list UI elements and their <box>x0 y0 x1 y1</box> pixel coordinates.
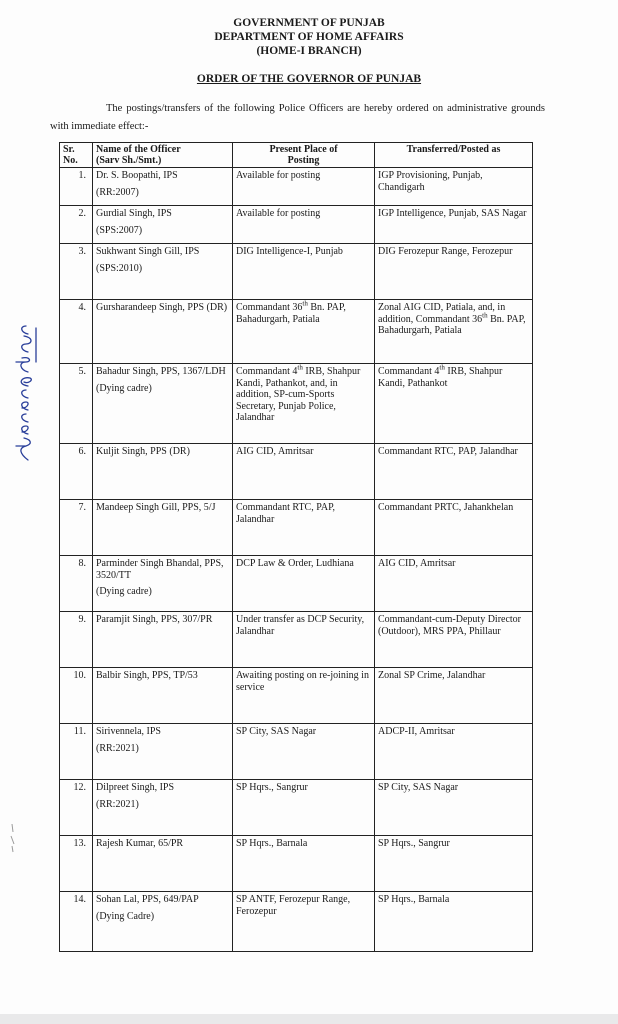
table-row <box>60 300 533 364</box>
cell-transferred <box>375 300 533 364</box>
officer-name: Sirivennela, IPS <box>96 726 161 737</box>
col-officer-name <box>93 143 233 168</box>
cell-sr: 9. <box>60 612 93 668</box>
cell-present: DCP Law & Order, Ludhiana <box>233 556 375 612</box>
cell-sr: 11. <box>60 724 93 780</box>
cell-sr: 7. <box>60 500 93 556</box>
cell-present: SP Hqrs., Barnala <box>233 836 375 892</box>
header-branch: (HOME-I BRANCH) <box>256 45 362 57</box>
col-name-line2: (Sarv Sh./Smt.) <box>96 155 162 166</box>
cell-present: SP Hqrs., Sangrur <box>233 780 375 836</box>
cell-name <box>93 724 233 780</box>
cell-transferred: SP City, SAS Nagar <box>375 780 533 836</box>
cell-name <box>93 556 233 612</box>
cell-name <box>93 206 233 244</box>
cell-transferred: IGP Intelligence, Punjab, SAS Nagar <box>375 206 533 244</box>
officer-cadre: (Dying Cadre) <box>96 910 155 922</box>
officer-name: Rajesh Kumar, 65/PR <box>96 838 184 849</box>
cell-name <box>93 612 233 668</box>
cell-transferred: AIG CID, Amritsar <box>375 556 533 612</box>
cell-sr: 10. <box>60 668 93 724</box>
officer-name: Dr. S. Boopathi, IPS <box>96 170 178 181</box>
col-present-line1: Present Place of <box>269 144 338 155</box>
cell-present: SP ANTF, Ferozepur Range, Ferozepur <box>233 892 375 952</box>
cell-present: Awaiting posting on re-joining in service <box>233 668 375 724</box>
officer-cadre: (SPS:2010) <box>96 262 143 274</box>
officer-cadre: (Dying cadre) <box>96 382 152 394</box>
officer-cadre: (Dying cadre) <box>96 586 152 597</box>
officer-cadre: (RR:2021) <box>96 742 139 754</box>
cell-sr: 13. <box>60 836 93 892</box>
cell-name <box>93 668 233 724</box>
table-row <box>60 556 533 612</box>
cell-name <box>93 444 233 500</box>
transferred-text-b: Bn. PAP, Bahadurgarh, Patiala <box>378 313 526 336</box>
table-row <box>60 780 533 836</box>
cell-name <box>93 836 233 892</box>
table-row <box>60 444 533 500</box>
cell-present: AIG CID, Amritsar <box>233 444 375 500</box>
officer-cadre: (RR:2021) <box>96 798 139 810</box>
present-text-b: IRB, Shahpur Kandi, Pathankot, and, in addition, SP-cum-Sports Secretary, Punjab Police, Jalandhar <box>236 366 361 423</box>
cell-sr: 6. <box>60 444 93 500</box>
cell-name <box>93 244 233 300</box>
officer-name: Kuljit Singh, PPS (DR) <box>96 446 190 457</box>
cell-name <box>93 300 233 364</box>
cell-present <box>233 300 375 364</box>
col-present-line2: Posting <box>287 155 320 166</box>
cell-sr: 4. <box>60 300 93 364</box>
table-row <box>60 168 533 206</box>
officer-name: Gurdial Singh, IPS <box>96 208 172 219</box>
cell-name <box>93 168 233 206</box>
table-row <box>60 364 533 444</box>
postings-table <box>59 142 533 952</box>
cell-sr: 2. <box>60 206 93 244</box>
officer-name: Mandeep Singh Gill, PPS, 5/J <box>96 502 216 513</box>
margin-mark <box>8 822 22 854</box>
table-row <box>60 836 533 892</box>
table-row <box>60 500 533 556</box>
col-sr-line2: No. <box>63 155 78 166</box>
transferred-superscript: th <box>482 311 488 320</box>
bottom-edge <box>0 1014 618 1024</box>
transferred-text-b: IRB, Shahpur Kandi, Pathankot <box>378 366 503 389</box>
cell-name <box>93 500 233 556</box>
col-sr-no <box>60 143 93 168</box>
present-superscript: th <box>302 299 308 308</box>
order-title: ORDER OF THE GOVERNOR OF PUNJAB <box>196 73 422 85</box>
cell-transferred: Commandant PRTC, Jahankhelan <box>375 500 533 556</box>
table-row <box>60 612 533 668</box>
cell-present: DIG Intelligence-I, Punjab <box>233 244 375 300</box>
officer-name: Bahadur Singh, PPS, 1367/LDH <box>96 366 226 377</box>
cell-transferred: SP Hqrs., Sangrur <box>375 836 533 892</box>
cell-sr: 12. <box>60 780 93 836</box>
table-row <box>60 206 533 244</box>
cell-transferred: Commandant-cum-Deputy Director (Outdoor), MRS PPA, Phillaur <box>375 612 533 668</box>
table-header-row <box>60 143 533 168</box>
transferred-text-a: Zonal AIG CID, Patiala, and, in addition, Commandant 36 <box>378 302 506 325</box>
cell-name <box>93 892 233 952</box>
officer-name: Parminder Singh Bhandal, PPS, 3520/TT <box>96 558 224 581</box>
cell-transferred: IGP Provisioning, Punjab, Chandigarh <box>375 168 533 206</box>
cell-present <box>233 364 375 444</box>
table-row <box>60 244 533 300</box>
cell-sr: 3. <box>60 244 93 300</box>
cell-present: Available for posting <box>233 206 375 244</box>
officer-name: Paramjit Singh, PPS, 307/PR <box>96 614 213 625</box>
officer-cadre: (RR:2007) <box>96 186 139 198</box>
present-text-a: Commandant 4 <box>236 366 298 377</box>
col-transferred-as <box>375 143 533 168</box>
transferred-text-a: Commandant 4 <box>378 366 440 377</box>
handwritten-signature <box>6 322 46 462</box>
officer-cadre: (SPS:2007) <box>96 224 143 236</box>
cell-transferred <box>375 364 533 444</box>
officer-name: Sohan Lal, PPS, 649/PAP <box>96 894 199 905</box>
present-superscript: th <box>297 363 303 372</box>
present-text-a: Commandant 36 <box>236 302 303 313</box>
col-transferred-label: Transferred/Posted as <box>406 144 501 155</box>
table-row <box>60 668 533 724</box>
table-row <box>60 892 533 952</box>
cell-sr: 1. <box>60 168 93 206</box>
cell-transferred: Commandant RTC, PAP, Jalandhar <box>375 444 533 500</box>
header-department: DEPARTMENT OF HOME AFFAIRS <box>214 31 404 43</box>
cell-sr: 5. <box>60 364 93 444</box>
cell-name <box>93 364 233 444</box>
cell-transferred: Zonal SP Crime, Jalandhar <box>375 668 533 724</box>
cell-name <box>93 780 233 836</box>
cell-sr: 14. <box>60 892 93 952</box>
cell-present: Commandant RTC, PAP, Jalandhar <box>233 500 375 556</box>
header-government: GOVERNMENT OF PUNJAB <box>233 17 385 29</box>
cell-transferred: DIG Ferozepur Range, Ferozepur <box>375 244 533 300</box>
col-name-line1: Name of the Officer <box>96 144 181 155</box>
officer-name: Balbir Singh, PPS, TP/53 <box>96 670 198 681</box>
table-row <box>60 724 533 780</box>
cell-present: Under transfer as DCP Security, Jalandhar <box>233 612 375 668</box>
officer-name: Dilpreet Singh, IPS <box>96 782 175 793</box>
cell-transferred: ADCP-II, Amritsar <box>375 724 533 780</box>
cell-transferred: SP Hqrs., Barnala <box>375 892 533 952</box>
col-sr-line1: Sr. <box>63 144 75 155</box>
present-text-b: Bn. PAP, Bahadurgarh, Patiala <box>236 302 346 325</box>
transferred-superscript: th <box>439 363 445 372</box>
intro-paragraph: The postings/transfers of the following Police Officers are hereby ordered on administrative grounds with immediate effect:- <box>50 103 545 132</box>
officer-name: Gursharandeep Singh, PPS (DR) <box>96 302 228 313</box>
cell-sr: 8. <box>60 556 93 612</box>
officer-name: Sukhwant Singh Gill, IPS <box>96 246 200 257</box>
cell-present: Available for posting <box>233 168 375 206</box>
cell-present: SP City, SAS Nagar <box>233 724 375 780</box>
col-present-posting <box>233 143 375 168</box>
